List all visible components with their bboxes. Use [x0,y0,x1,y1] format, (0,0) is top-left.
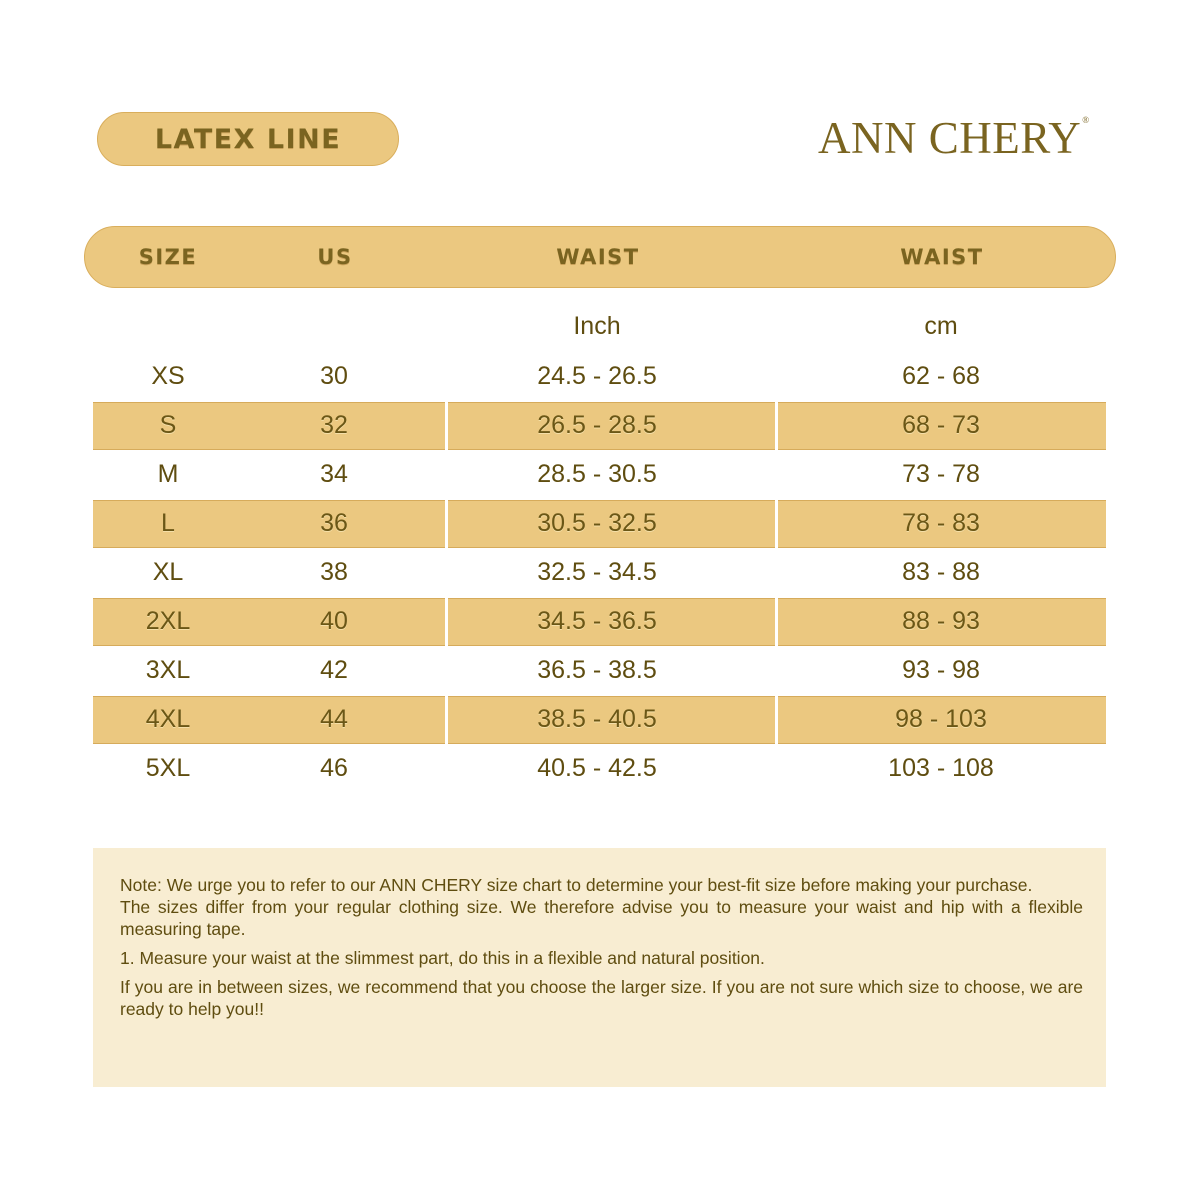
cell-size: M [157,460,179,488]
note-paragraph-4: If you are in between sizes, we recommend that you choose the larger size. If you are not sure which size to choose, we are ready to help you!! [120,977,1083,1019]
brand-name: ANN CHERY [818,113,1082,163]
cell-us: 32 [320,411,348,439]
unit-label-cm: cm [924,312,958,340]
cell-size: 3XL [145,656,191,684]
cell-waist-inch: 26.5 - 28.5 [537,411,657,439]
table-row [0,548,1200,597]
table-row [0,450,1200,499]
cell-us: 38 [320,558,348,586]
cell-waist-inch: 32.5 - 34.5 [537,558,657,586]
cell-waist-cm: 93 - 98 [902,656,980,684]
cell-us: 46 [320,754,348,782]
table-header [84,226,1116,288]
table-row [0,352,1200,401]
cell-size: S [159,411,177,439]
cell-waist-inch: 24.5 - 26.5 [537,362,657,390]
column-header-us: US [317,245,353,269]
cell-size: XL [152,558,184,586]
cell-waist-inch: 38.5 - 40.5 [537,705,657,733]
cell-waist-inch: 28.5 - 30.5 [537,460,657,488]
cell-waist-cm: 83 - 88 [902,558,980,586]
registered-mark: ® [1082,115,1090,125]
table-row [0,695,1200,744]
cell-us: 42 [320,656,348,684]
cell-us: 44 [320,705,348,733]
note-paragraph-1: Note: We urge you to refer to our ANN CHERY size chart to determine your best-fit size before making your purchase. [120,875,1033,895]
table-row [0,646,1200,695]
cell-size: L [161,509,175,537]
note-paragraph-3: 1. Measure your waist at the slimmest part, do this in a flexible and natural position. [120,948,765,968]
cell-size: 2XL [145,607,191,635]
note-paragraph-2: The sizes differ from your regular clothing size. We therefore advise you to measure your waist and hip with a flexible measuring tape. [120,897,1083,939]
table-row [0,401,1200,450]
cell-waist-cm: 88 - 93 [902,607,980,635]
cell-waist-cm: 73 - 78 [902,460,980,488]
cell-size: 5XL [145,754,191,782]
brand-logo [818,112,1118,172]
cell-waist-cm: 68 - 73 [902,411,980,439]
cell-us: 36 [320,509,348,537]
cell-us: 30 [320,362,348,390]
cell-us: 40 [320,607,348,635]
sizing-note [93,848,1106,1087]
cell-waist-inch: 30.5 - 32.5 [537,509,657,537]
cell-size: XS [151,362,185,390]
column-header-waist-cm: WAIST [900,245,984,269]
cell-waist-cm: 98 - 103 [895,705,987,733]
column-header-size: SIZE [138,245,198,269]
product-line-badge [97,112,399,166]
table-row [0,499,1200,548]
table-row [0,744,1200,793]
cell-waist-inch: 40.5 - 42.5 [537,754,657,782]
product-line-label: LATEX LINE [154,123,342,155]
cell-us: 34 [320,460,348,488]
unit-label-inch: Inch [573,312,621,340]
cell-waist-cm: 62 - 68 [902,362,980,390]
table-row [0,597,1200,646]
cell-waist-cm: 78 - 83 [902,509,980,537]
column-header-waist-inch: WAIST [556,245,640,269]
cell-waist-inch: 34.5 - 36.5 [537,607,657,635]
cell-size: 4XL [145,705,191,733]
cell-waist-cm: 103 - 108 [888,754,994,782]
cell-waist-inch: 36.5 - 38.5 [537,656,657,684]
